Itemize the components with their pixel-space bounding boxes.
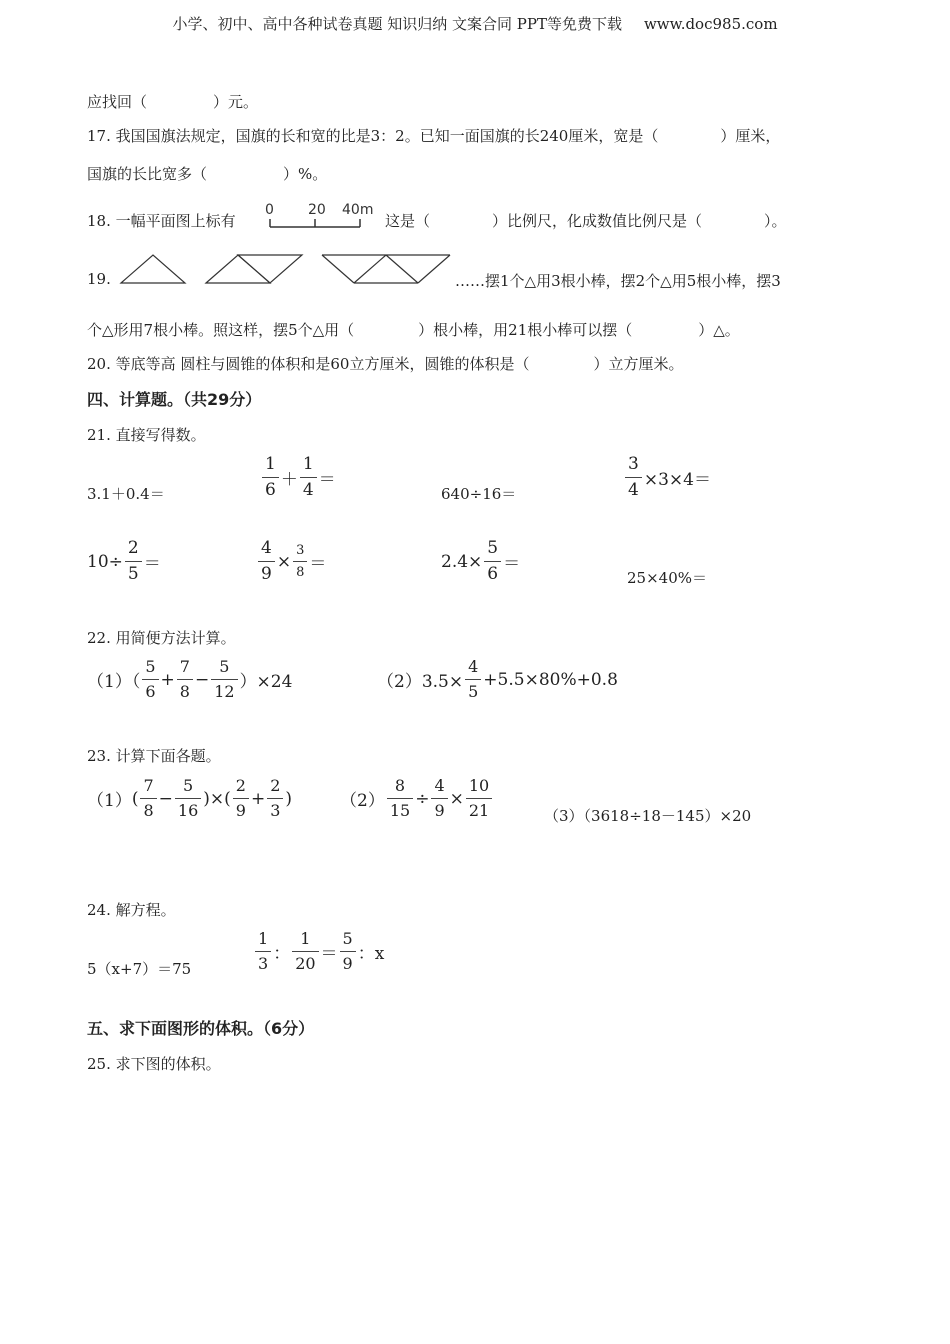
q24-equation-2: $\frac{1}{3}$ ： $\frac{1}{20}$ ＝ $\frac{5}{9}$ ：x bbox=[253, 931, 384, 972]
q22-part2: （2）3.5× $\frac{4}{5}$ +5.5×80%+0.8 bbox=[377, 657, 618, 701]
section-4-title: 四、计算题。（共29分） bbox=[87, 390, 262, 409]
q23-part3: （3）（3618÷18－145）×20 bbox=[544, 807, 752, 825]
header-left-text: 小学、初中、高中各种试卷真题 知识归纳 文案合同 PPT等免费下载 bbox=[172, 15, 622, 33]
q24-title: 24. 解方程。 bbox=[87, 901, 176, 919]
scale-label-40m: 40m bbox=[342, 202, 374, 218]
scale-label-20: 20 bbox=[308, 202, 326, 218]
q21-b: $\frac{1}{6}$ ＋ $\frac{1}{4}$ ＝ bbox=[260, 456, 336, 499]
q24-equation-1: 5（x+7）＝75 bbox=[87, 960, 192, 978]
q16-tail: 应找回（ ）元。 bbox=[87, 93, 259, 111]
triangle-stick-figures bbox=[118, 250, 458, 290]
q18-prefix: 18. 一幅平面图上标有 bbox=[87, 212, 236, 230]
q25-title: 25. 求下图的体积。 bbox=[87, 1055, 221, 1073]
triangle-figure-2 bbox=[206, 255, 302, 283]
scale-bar-figure bbox=[262, 200, 377, 232]
triangle-figure-1 bbox=[121, 255, 185, 283]
section-5-title: 五、求下面图形的体积。（6分） bbox=[87, 1019, 315, 1038]
scale-label-0: 0 bbox=[265, 202, 274, 218]
q21-g: 2.4× $\frac{5}{6}$ ＝ bbox=[441, 538, 521, 584]
q20: 20. 等底等高 圆柱与圆锥的体积和是60立方厘米，圆锥的体积是（ ）立方厘米。 bbox=[87, 355, 684, 373]
q19-line1: ……摆1个△用3根小棒，摆2个△用5根小棒，摆3 bbox=[455, 272, 781, 290]
q21-e: 10÷ $\frac{2}{5}$ ＝ bbox=[87, 538, 161, 584]
q22-title: 22. 用简便方法计算。 bbox=[87, 629, 236, 647]
q21-title: 21. 直接写得数。 bbox=[87, 426, 206, 444]
q19-line2: 个△形用7根小棒。照这样，摆5个△用（ ）根小棒，用21根小棒可以摆（ ）△。 bbox=[87, 321, 740, 339]
q17-line1: 17. 我国国旗法规定，国旗的长和宽的比是3：2。已知一面国旗的长240厘米，宽是（ ）厘米， bbox=[87, 127, 781, 145]
q21-h: 25×40%＝ bbox=[627, 569, 707, 587]
q21-f: $\frac{4}{9}$ × $\frac{3}{8}$ ＝ bbox=[256, 540, 326, 583]
q17-line2: 国旗的长比宽多（ ）%。 bbox=[87, 165, 328, 183]
page-header bbox=[0, 13, 950, 34]
q21-c: 640÷16＝ bbox=[441, 485, 517, 503]
q23-part1: （1） ( $\frac{7}{8}$ − $\frac{5}{16}$ )×( $\frac{2}{9}$ + $\frac{2}{3}$ ) bbox=[87, 776, 293, 820]
q23-part2: （2） $\frac{8}{15}$ ÷ $\frac{4}{9}$ × $\frac{10}{21}$ bbox=[340, 778, 494, 819]
header-url: www.doc985.com bbox=[643, 15, 778, 33]
q21-a: 3.1＋0.4＝ bbox=[87, 485, 165, 503]
q23-title: 23. 计算下面各题。 bbox=[87, 747, 221, 765]
triangle-figure-3 bbox=[322, 255, 450, 283]
q22-part1: （1）（ $\frac{5}{6}$ + $\frac{7}{8}$ − $\frac{5}{12}$ ）×24 bbox=[87, 657, 293, 701]
q18-rest: 这是（ ）比例尺，化成数值比例尺是（ ）。 bbox=[385, 212, 787, 230]
q21-d: $\frac{3}{4}$ ×3×4＝ bbox=[623, 456, 711, 499]
q19-number: 19. bbox=[87, 270, 111, 288]
